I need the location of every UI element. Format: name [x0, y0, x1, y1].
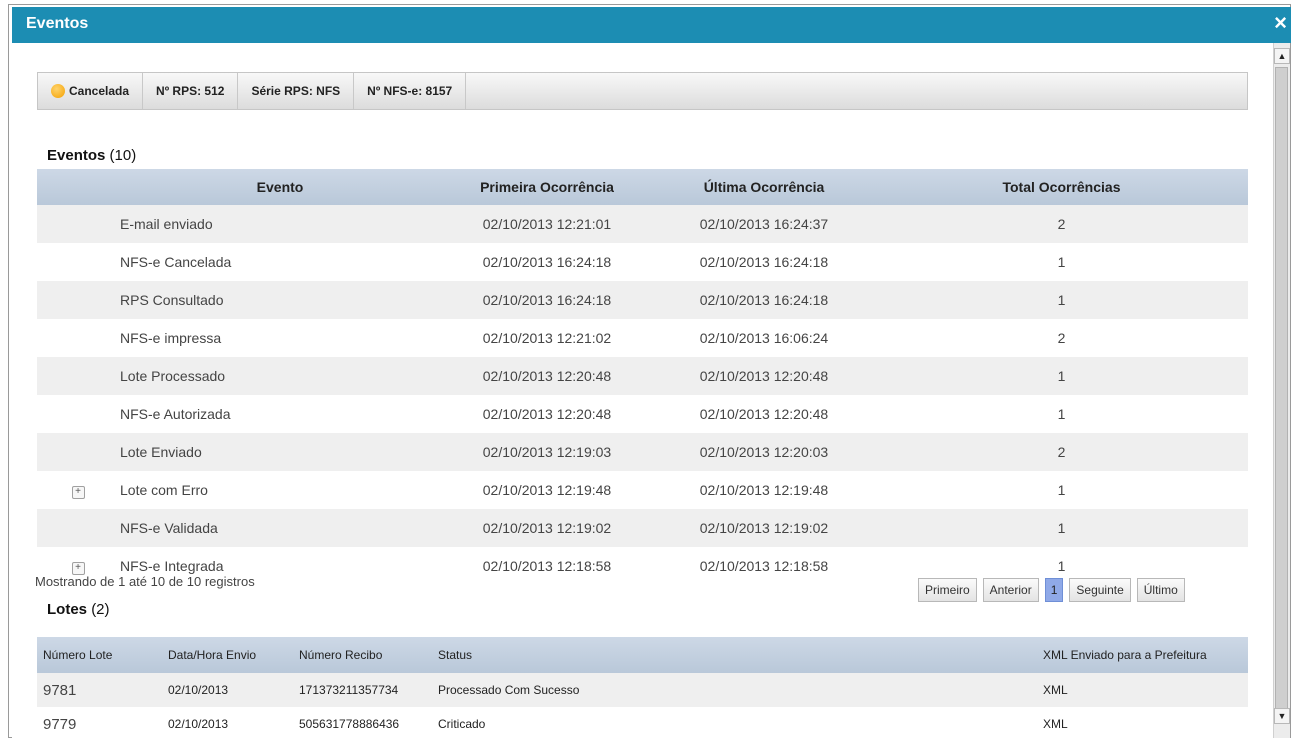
table-row[interactable] [37, 357, 1248, 395]
dialog-content [12, 43, 1273, 738]
cell-evento: RPS Consultado [119, 281, 441, 319]
cell-evento: E-mail enviado [119, 205, 441, 243]
table-row[interactable] [37, 243, 1248, 281]
expand-cell [37, 395, 119, 433]
dialog-title: Eventos [26, 15, 89, 32]
vertical-scrollbar[interactable] [1273, 43, 1290, 738]
scroll-down-icon[interactable]: ▼ [1274, 708, 1290, 724]
cell-primeira: 02/10/2013 12:19:02 [441, 509, 653, 547]
table-row[interactable] [37, 281, 1248, 319]
lotes-table [37, 637, 1248, 738]
cell-numero-lote: 9781 [37, 673, 162, 707]
cell-primeira: 02/10/2013 16:24:18 [441, 281, 653, 319]
nfse-status-bar [37, 72, 1248, 110]
cell-total: 1 [875, 395, 1248, 433]
cell-ultima: 02/10/2013 12:20:48 [653, 357, 875, 395]
header-primeira-ocorrencia[interactable]: Primeira Ocorrência [441, 169, 653, 205]
expand-plus-icon[interactable]: + [72, 486, 85, 499]
cell-status: Criticado [438, 717, 486, 731]
cell-evento: Lote Processado [119, 357, 441, 395]
cell-numero-recibo: 505631778886436 [299, 717, 400, 731]
rps-number: Nº RPS: 512 [143, 73, 238, 109]
cell-primeira: 02/10/2013 12:20:48 [441, 357, 653, 395]
cell-numero-lote: 9779 [43, 715, 77, 733]
header-ultima-ocorrencia[interactable]: Última Ocorrência [653, 169, 875, 205]
lotes-title: Lotes [47, 601, 88, 618]
cell-primeira: 02/10/2013 12:20:48 [441, 395, 653, 433]
expand-cell [37, 471, 119, 509]
cell-ultima: 02/10/2013 12:19:48 [653, 471, 875, 509]
cell-primeira: 02/10/2013 12:21:01 [441, 205, 653, 243]
cell-evento: NFS-e Autorizada [119, 395, 441, 433]
records-info: Mostrando de 1 até 10 de 10 registros [35, 574, 255, 589]
cell-total: 1 [875, 281, 1248, 319]
rps-series: Série RPS: NFS [238, 73, 354, 109]
cell-ultima: 02/10/2013 16:06:24 [653, 319, 875, 357]
pagination-page-button[interactable]: 1 [1045, 578, 1064, 602]
cell-total: 1 [875, 243, 1248, 281]
expand-cell [37, 243, 119, 281]
expand-cell [37, 433, 119, 471]
pagination-last-button[interactable]: Último [1137, 578, 1185, 602]
cell-primeira: 02/10/2013 12:19:03 [441, 433, 653, 471]
cell-evento: Lote Enviado [119, 433, 441, 471]
cell-numero-recibo: 171373211357734 [293, 673, 432, 707]
scroll-up-icon[interactable]: ▲ [1274, 48, 1290, 64]
eventos-count: (10) [109, 147, 137, 164]
header-xml-enviado[interactable]: XML Enviado para a Prefeitura [1037, 637, 1248, 673]
eventos-table [37, 169, 1248, 585]
cell-ultima: 02/10/2013 12:20:03 [653, 433, 875, 471]
header-expand [37, 169, 119, 205]
cell-ultima: 02/10/2013 12:20:48 [653, 395, 875, 433]
expand-cell [37, 509, 119, 547]
cell-total: 1 [875, 357, 1248, 395]
table-row[interactable] [37, 673, 1248, 707]
lotes-count: (2) [91, 601, 110, 618]
cell-total: 2 [875, 205, 1248, 243]
xml-link[interactable]: XML [1037, 673, 1248, 707]
cell-data-envio: 02/10/2013 [168, 717, 229, 731]
pagination [918, 578, 1185, 602]
pagination-prev-button[interactable]: Anterior [983, 578, 1039, 602]
cell-evento: NFS-e Cancelada [119, 243, 441, 281]
header-evento[interactable]: Evento [119, 169, 441, 205]
cell-primeira: 02/10/2013 16:24:18 [441, 243, 653, 281]
header-numero-lote[interactable]: Número Lote [37, 637, 162, 673]
pagination-first-button[interactable]: Primeiro [918, 578, 977, 602]
pagination-next-button[interactable]: Seguinte [1069, 578, 1130, 602]
cell-total: 1 [875, 509, 1248, 547]
cell-ultima: 02/10/2013 12:18:58 [653, 547, 875, 585]
expand-cell [37, 281, 119, 319]
cell-total: 2 [875, 319, 1248, 357]
table-row[interactable] [37, 319, 1248, 357]
table-row[interactable] [37, 205, 1248, 243]
expand-cell [37, 319, 119, 357]
expand-cell [37, 205, 119, 243]
table-row[interactable] [37, 395, 1248, 433]
cell-data-envio: 02/10/2013 [162, 673, 293, 707]
lotes-heading [47, 601, 110, 618]
table-row[interactable] [37, 509, 1248, 547]
header-numero-recibo[interactable]: Número Recibo [293, 637, 432, 673]
cell-evento: Lote com Erro [119, 471, 441, 509]
cell-evento: NFS-e Validada [119, 509, 441, 547]
eventos-title: Eventos [47, 147, 106, 164]
status-dot-icon [51, 84, 65, 98]
cell-primeira: 02/10/2013 12:18:58 [441, 547, 653, 585]
close-icon[interactable]: × [1274, 10, 1287, 35]
cell-status: Processado Com Sucesso [432, 673, 1037, 707]
nfse-number: Nº NFS-e: 8157 [354, 73, 466, 109]
cell-ultima: 02/10/2013 16:24:18 [653, 281, 875, 319]
status-label: Cancelada [69, 84, 130, 98]
header-status[interactable]: Status [432, 637, 1037, 673]
lotes-header-row [37, 637, 1248, 673]
eventos-heading [47, 147, 136, 164]
cell-ultima: 02/10/2013 12:19:02 [653, 509, 875, 547]
header-total-ocorrencias[interactable]: Total Ocorrências [875, 169, 1248, 205]
cell-total: 1 [875, 471, 1248, 509]
header-data-hora-envio[interactable]: Data/Hora Envio [162, 637, 293, 673]
table-row[interactable] [37, 433, 1248, 471]
dialog-titlebar [12, 7, 1291, 43]
table-row[interactable] [37, 471, 1248, 509]
cell-ultima: 02/10/2013 16:24:18 [653, 243, 875, 281]
cell-total: 2 [875, 433, 1248, 471]
table-row[interactable] [37, 707, 1248, 738]
cell-ultima: 02/10/2013 16:24:37 [653, 205, 875, 243]
cell-evento: NFS-e Integrada [119, 547, 441, 585]
cell-total: 1 [875, 547, 1248, 585]
expand-plus-icon[interactable]: + [72, 562, 85, 575]
cell-primeira: 02/10/2013 12:21:02 [441, 319, 653, 357]
cell-primeira: 02/10/2013 12:19:48 [441, 471, 653, 509]
scrollbar-thumb[interactable] [1275, 67, 1288, 722]
cell-evento: NFS-e impressa [119, 319, 441, 357]
expand-cell [37, 357, 119, 395]
status-cell [38, 73, 143, 109]
eventos-header-row [37, 169, 1248, 205]
xml-link[interactable]: XML [1043, 717, 1068, 731]
